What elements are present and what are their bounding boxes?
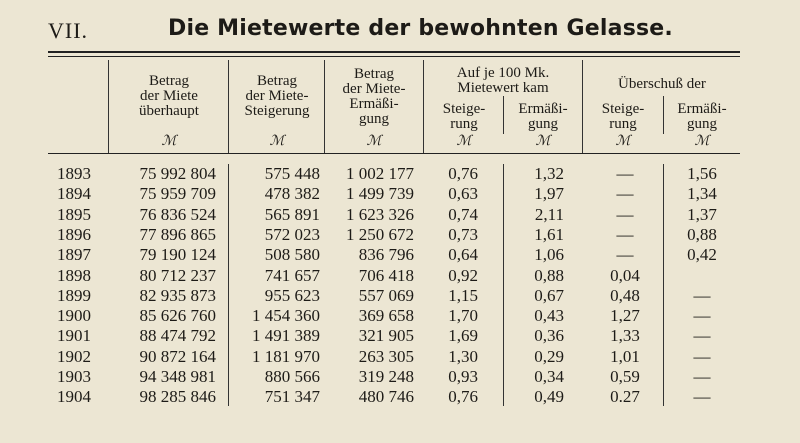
unit-symbol: ℳ	[269, 134, 285, 149]
cell-reduction: 321 905	[358, 326, 414, 346]
cell-surplus-increase: 1,33	[610, 326, 640, 346]
cell-total: 85 626 760	[139, 306, 216, 326]
cell-reduction: 319 248	[358, 367, 414, 386]
header-per100-reduction: Ermäßi- gung	[518, 101, 568, 132]
cell-surplus-reduction: —	[693, 346, 711, 366]
cell-per100-increase: 1,70	[448, 306, 478, 326]
cell-per100-reduction: 1,97	[534, 184, 564, 204]
cell-total: 75 959 709	[139, 184, 216, 204]
cell-surplus-increase: —	[616, 164, 634, 183]
body-divider	[663, 164, 664, 406]
cell-surplus-reduction: 1,56	[687, 164, 717, 183]
cell-per100-reduction: 0,49	[534, 387, 564, 407]
cell-total: 79 190 124	[139, 245, 216, 265]
cell-per100-increase: 0,64	[448, 245, 478, 265]
cell-increase: 1 491 389	[252, 326, 320, 346]
cell-reduction: 480 746	[358, 387, 414, 407]
cell-surplus-increase: —	[616, 204, 634, 224]
cell-surplus-reduction: 0,88	[687, 224, 717, 244]
unit-symbol: ℳ	[366, 134, 382, 149]
cell-year: 1893	[57, 164, 91, 183]
divider-reduction	[423, 60, 424, 154]
header-rule	[48, 153, 740, 154]
cell-surplus-increase: —	[616, 184, 634, 204]
cell-per100-reduction: 1,32	[534, 164, 564, 183]
header-surplus: Überschuß der	[618, 76, 706, 92]
header-surplus-reduction: Ermäßi- gung	[677, 101, 727, 132]
cell-reduction: 836 796	[358, 245, 414, 265]
cell-total: 88 474 792	[139, 326, 216, 346]
cell-total: 80 712 237	[139, 265, 216, 285]
cell-surplus-increase: 0,59	[610, 367, 640, 386]
cell-surplus-increase: 1,27	[610, 306, 640, 326]
header-per100: Auf je 100 Mk. Mietewert kam	[456, 65, 550, 96]
cell-total: 77 896 865	[139, 224, 216, 244]
cell-reduction: 1 623 326	[346, 204, 414, 224]
cell-increase: 955 623	[264, 285, 320, 305]
cell-increase: 508 580	[264, 245, 320, 265]
cell-year: 1895	[57, 204, 91, 224]
cell-total: 75 992 804	[139, 164, 216, 183]
unit-symbol: ℳ	[535, 134, 551, 149]
cell-increase: 1 181 970	[252, 346, 320, 366]
cell-total: 90 872 164	[139, 346, 216, 366]
cell-reduction: 1 499 739	[346, 184, 414, 204]
cell-year: 1904	[57, 387, 91, 407]
cell-per100-reduction: 1,06	[534, 245, 564, 265]
header-total: Betrag der Miete überhaupt	[139, 73, 199, 119]
cell-surplus-reduction: —	[693, 306, 711, 326]
cell-year: 1899	[57, 285, 91, 305]
cell-per100-increase: 1,69	[448, 326, 478, 346]
divider-total	[228, 60, 229, 154]
cell-year: 1900	[57, 306, 91, 326]
cell-surplus-reduction: 1,37	[687, 204, 717, 224]
cell-per100-increase: 0,74	[448, 204, 478, 224]
cell-increase: 478 382	[264, 184, 320, 204]
cell-per100-reduction: 2,11	[534, 204, 564, 224]
unit-symbol: ℳ	[694, 134, 710, 149]
cell-surplus-increase: 0.27	[610, 387, 640, 407]
divider-increase	[324, 60, 325, 154]
cell-surplus-increase: —	[616, 245, 634, 265]
cell-total: 94 348 981	[139, 367, 216, 386]
cell-per100-increase: 1,30	[448, 346, 478, 366]
cell-increase: 572 023	[264, 224, 320, 244]
cell-reduction: 706 418	[358, 265, 414, 285]
cell-year: 1896	[57, 224, 91, 244]
cell-per100-reduction: 1,61	[534, 224, 564, 244]
cell-year: 1902	[57, 346, 91, 366]
cell-year: 1903	[57, 367, 91, 386]
cell-per100-increase: 0,93	[448, 367, 478, 386]
unit-symbol: ℳ	[161, 134, 177, 149]
cell-surplus-increase: 0,04	[610, 265, 640, 285]
top-rule-thin	[48, 56, 740, 57]
cell-increase: 575 448	[264, 164, 320, 183]
cell-per100-increase: 0,92	[448, 265, 478, 285]
cell-per100-reduction: 0,43	[534, 306, 564, 326]
header-per100-increase: Steige- rung	[442, 101, 486, 132]
cell-reduction: 263 305	[358, 346, 414, 366]
cell-per100-reduction: 0,36	[534, 326, 564, 346]
page-title: Die Mietewerte der bewohnten Gelasse.	[168, 16, 673, 41]
cell-year: 1897	[57, 245, 91, 265]
cell-increase: 880 566	[264, 367, 320, 386]
cell-increase: 751 347	[264, 387, 320, 407]
cell-year: 1901	[57, 326, 91, 346]
header-increase: Betrag der Miete- Steigerung	[244, 73, 310, 119]
cell-per100-increase: 1,15	[448, 285, 478, 305]
cell-surplus-increase: 1,01	[610, 346, 640, 366]
cell-total: 76 836 524	[139, 204, 216, 224]
cell-total: 98 285 846	[139, 387, 216, 407]
cell-surplus-reduction: —	[693, 367, 711, 386]
cell-per100-increase: 0,63	[448, 184, 478, 204]
unit-symbol: ℳ	[615, 134, 631, 149]
cell-increase: 741 657	[264, 265, 320, 285]
cell-surplus-reduction	[666, 266, 738, 286]
cell-surplus-reduction: 1,34	[687, 184, 717, 204]
cell-reduction: 557 069	[358, 285, 414, 305]
cell-increase: 565 891	[264, 204, 320, 224]
cell-reduction: 1 002 177	[346, 164, 414, 183]
cell-per100-reduction: 0,34	[534, 367, 564, 386]
cell-surplus-increase: —	[616, 224, 634, 244]
cell-reduction: 1 250 672	[346, 224, 414, 244]
cell-year: 1898	[57, 265, 91, 285]
top-rule-thick	[48, 51, 740, 53]
cell-total: 82 935 873	[139, 285, 216, 305]
cell-surplus-increase: 0,48	[610, 285, 640, 305]
cell-surplus-reduction: 0,42	[687, 245, 717, 265]
cell-surplus-reduction: —	[693, 387, 711, 407]
cell-per100-reduction: 0,88	[534, 265, 564, 285]
header-reduction: Betrag der Miete- Ermäßi- gung	[342, 66, 406, 127]
divider-per100	[582, 60, 583, 154]
body-divider	[503, 164, 504, 406]
cell-surplus-reduction: —	[693, 326, 711, 346]
cell-increase: 1 454 360	[252, 306, 320, 326]
cell-per100-increase: 0,76	[448, 387, 478, 407]
cell-year: 1894	[57, 184, 91, 204]
cell-reduction: 369 658	[358, 306, 414, 326]
cell-surplus-reduction: —	[693, 285, 711, 305]
cell-per100-reduction: 0,29	[534, 346, 564, 366]
divider-year	[108, 60, 109, 154]
cell-per100-reduction: 0,67	[534, 285, 564, 305]
header-surplus-increase: Steige- rung	[601, 101, 645, 132]
cell-per100-increase: 0,73	[448, 224, 478, 244]
cell-per100-increase: 0,76	[448, 164, 478, 183]
unit-symbol: ℳ	[456, 134, 472, 149]
page-number: VII.	[48, 18, 89, 43]
